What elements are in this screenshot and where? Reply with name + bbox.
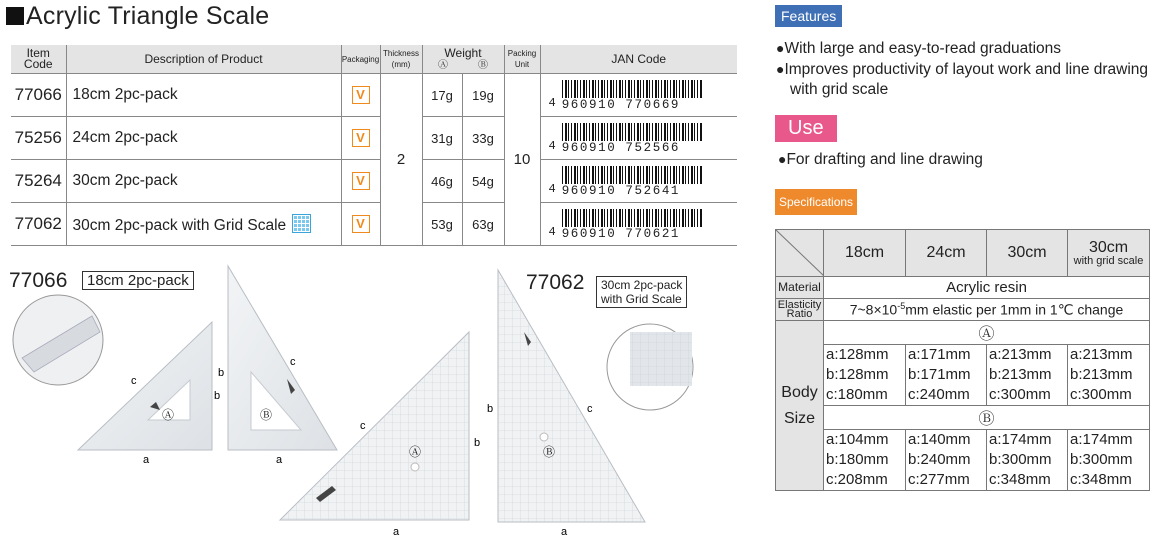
jan-prefix: 4 bbox=[548, 96, 556, 110]
elasticity-label bbox=[776, 299, 824, 321]
value-b: b:128mm bbox=[826, 366, 889, 383]
use-list bbox=[778, 149, 983, 170]
value-c: c:208mm bbox=[826, 471, 888, 488]
list-item: ●Improves productivity of layout work and line drawing with grid scale bbox=[776, 61, 1149, 98]
barcode bbox=[541, 207, 738, 241]
weight-b: 33g bbox=[462, 117, 504, 160]
features-list bbox=[776, 38, 1161, 100]
dim-c-1: c bbox=[131, 375, 137, 387]
circle-b-label-2: Ⓑ bbox=[543, 445, 556, 459]
dim-b-1: b bbox=[218, 367, 225, 379]
weight-a: 17g bbox=[422, 74, 462, 117]
dim-a-3: a bbox=[393, 526, 400, 538]
barcode bbox=[541, 164, 738, 198]
illustration-label-right-line2: with Grid Scale bbox=[601, 292, 682, 306]
illustration-code-left: 77066 bbox=[9, 269, 68, 292]
description-text: 30cm 2pc-pack with Grid Scale bbox=[72, 216, 287, 234]
thickness-value: 2 bbox=[380, 74, 422, 246]
value-a: a:140mm bbox=[908, 431, 971, 448]
weight-b: 54g bbox=[462, 160, 504, 203]
a-values-30cm bbox=[987, 345, 1068, 406]
table-row bbox=[11, 160, 737, 203]
dim-b-2: b bbox=[214, 390, 221, 402]
spec-col-18cm: 18cm bbox=[824, 230, 906, 277]
zoom-circle-left bbox=[13, 295, 103, 385]
table-row bbox=[11, 74, 737, 117]
spec-row-group-a bbox=[776, 321, 1150, 345]
weight-a: 31g bbox=[422, 117, 462, 160]
dim-a-4: a bbox=[561, 526, 568, 538]
zoom-circle-right bbox=[607, 324, 693, 410]
elasticity-tail: mm elastic per 1mm in 1℃ change bbox=[905, 301, 1124, 318]
dim-c-2: c bbox=[290, 356, 296, 368]
packaging-cell bbox=[341, 203, 380, 246]
packaging-cell bbox=[341, 74, 380, 117]
packaging-v-icon: V bbox=[352, 86, 370, 104]
weight-a-label: Ⓐ bbox=[438, 59, 448, 71]
jan-number: 960910 770621 bbox=[561, 227, 681, 241]
barcode-bars bbox=[562, 80, 702, 98]
title-text: Acrylic Triangle Scale bbox=[26, 2, 270, 30]
elasticity-value bbox=[824, 299, 1150, 321]
jan-cell bbox=[540, 203, 737, 246]
spec-col-30cm-grid bbox=[1068, 230, 1150, 277]
weight-b-label: Ⓑ bbox=[478, 59, 488, 71]
value-a: a:128mm bbox=[826, 346, 889, 363]
use-tag: Use bbox=[775, 115, 837, 142]
jan-number: 960910 752566 bbox=[561, 141, 681, 155]
value-b: b:300mm bbox=[989, 451, 1052, 468]
elasticity-label-2: Ratio bbox=[786, 307, 813, 320]
header-packaging: Packaging bbox=[341, 45, 380, 74]
list-item: ●For drafting and line drawing bbox=[778, 151, 983, 168]
dim-a-2: a bbox=[276, 454, 283, 466]
spec-row-material bbox=[776, 277, 1150, 299]
value-c: c:277mm bbox=[908, 471, 970, 488]
illustration-label-left: 18cm 2pc-pack bbox=[82, 271, 194, 290]
dim-c-4: c bbox=[587, 403, 593, 415]
header-description: Description of Product bbox=[66, 45, 341, 74]
elasticity-exponent: -5 bbox=[897, 300, 906, 311]
value-b: b:213mm bbox=[1070, 366, 1133, 383]
features-tag: Features bbox=[775, 5, 842, 27]
triangle-18cm-b bbox=[228, 266, 337, 450]
b-values-30cm-grid bbox=[1068, 430, 1150, 491]
value-c: c:300mm bbox=[1070, 386, 1132, 403]
spec-col-24cm: 24cm bbox=[906, 230, 987, 277]
barcode bbox=[541, 78, 738, 112]
header-jan: JAN Code bbox=[540, 45, 737, 74]
value-a: a:213mm bbox=[989, 346, 1052, 363]
spec-row-group-b bbox=[776, 406, 1150, 430]
jan-prefix: 4 bbox=[548, 225, 556, 239]
triangle-illustrations bbox=[0, 262, 770, 545]
packaging-v-icon: V bbox=[352, 129, 370, 147]
header-weight bbox=[422, 45, 504, 74]
packaging-v-icon: V bbox=[352, 172, 370, 190]
illustration-code-right: 77062 bbox=[526, 271, 585, 294]
item-code: 75256 bbox=[11, 117, 66, 160]
a-values-30cm-grid bbox=[1068, 345, 1150, 406]
thickness-label: Thickness bbox=[382, 49, 419, 58]
spec-table bbox=[775, 229, 1150, 491]
spec-header-row bbox=[776, 230, 1150, 277]
diagonal-line-icon bbox=[776, 230, 824, 276]
weight-a: 53g bbox=[422, 203, 462, 246]
value-c: c:300mm bbox=[989, 386, 1051, 403]
circle-a-label-1: Ⓐ bbox=[162, 408, 175, 422]
packing-unit-value: 10 bbox=[504, 74, 540, 246]
circle-a-label-2: Ⓐ bbox=[409, 445, 422, 459]
value-a: a:174mm bbox=[1070, 431, 1133, 448]
a-values-24cm bbox=[906, 345, 987, 406]
feature-text: Improves productivity of layout work and line drawing with grid scale bbox=[784, 61, 1149, 98]
header-packing-unit: Packing Unit bbox=[504, 45, 540, 74]
spec-corner-cell bbox=[776, 230, 824, 277]
table-row bbox=[11, 117, 737, 160]
value-b: b:240mm bbox=[908, 451, 971, 468]
barcode bbox=[541, 121, 738, 155]
square-bullet-icon bbox=[6, 7, 24, 25]
jan-cell bbox=[540, 74, 737, 117]
grid-scale-icon bbox=[292, 214, 311, 233]
value-a: a:104mm bbox=[826, 431, 889, 448]
b-values-24cm bbox=[906, 430, 987, 491]
illustration-label-right-line1: 30cm 2pc-pack bbox=[601, 278, 683, 292]
spec-col-30cm-grid-title: 30cm bbox=[1088, 239, 1129, 256]
spec-row-b-values bbox=[776, 430, 1150, 491]
packaging-cell bbox=[341, 117, 380, 160]
elasticity-base: 7~8×10 bbox=[849, 301, 898, 318]
value-c: c:348mm bbox=[1070, 471, 1132, 488]
group-a-header: Ⓐ bbox=[824, 321, 1150, 345]
jan-prefix: 4 bbox=[548, 139, 556, 153]
jan-prefix: 4 bbox=[548, 182, 556, 196]
dim-b-3: b bbox=[474, 437, 481, 449]
value-b: b:180mm bbox=[826, 451, 889, 468]
description bbox=[66, 203, 341, 246]
value-b: b:300mm bbox=[1070, 451, 1133, 468]
jan-number: 960910 770669 bbox=[561, 98, 681, 112]
list-item: ●With large and easy-to-read graduations bbox=[776, 40, 1062, 57]
body-size-label-1: Body bbox=[781, 383, 818, 401]
barcode-bars bbox=[562, 209, 702, 227]
header-item-code: Item Code bbox=[11, 45, 66, 74]
jan-cell bbox=[540, 117, 737, 160]
specifications-tag: Specifications bbox=[775, 189, 857, 215]
item-code: 77066 bbox=[11, 74, 66, 117]
value-a: a:171mm bbox=[908, 346, 971, 363]
use-text: For drafting and line drawing bbox=[786, 151, 983, 168]
value-a: a:174mm bbox=[989, 431, 1052, 448]
barcode-bars bbox=[562, 123, 702, 141]
spec-col-30cm-grid-sub: with grid scale bbox=[1073, 255, 1144, 267]
value-b: b:213mm bbox=[989, 366, 1052, 383]
b-values-18cm bbox=[824, 430, 906, 491]
elasticity-label-1: Elasticity bbox=[777, 298, 822, 311]
description: 24cm 2pc-pack bbox=[66, 117, 341, 160]
circle-b-label-1: Ⓑ bbox=[260, 408, 273, 422]
jan-cell bbox=[540, 160, 737, 203]
body-size-label-2: Size bbox=[783, 409, 816, 427]
description: 18cm 2pc-pack bbox=[66, 74, 341, 117]
page-title bbox=[6, 2, 269, 31]
description: 30cm 2pc-pack bbox=[66, 160, 341, 203]
dim-b-4: b bbox=[487, 403, 494, 415]
spec-row-a-values bbox=[776, 345, 1150, 406]
spec-col-30cm: 30cm bbox=[987, 230, 1068, 277]
header-thickness bbox=[380, 45, 422, 74]
value-c: c:240mm bbox=[908, 386, 970, 403]
item-code: 77062 bbox=[11, 203, 66, 246]
weight-b: 63g bbox=[462, 203, 504, 246]
dim-c-3: c bbox=[360, 420, 366, 432]
a-values-18cm bbox=[824, 345, 906, 406]
value-b: b:171mm bbox=[908, 366, 971, 383]
table-header bbox=[11, 45, 737, 74]
value-c: c:348mm bbox=[989, 471, 1051, 488]
weight-label: Weight bbox=[444, 45, 482, 60]
spec-row-elasticity bbox=[776, 299, 1150, 321]
weight-b: 19g bbox=[462, 74, 504, 117]
jan-number: 960910 752641 bbox=[561, 184, 681, 198]
product-table bbox=[11, 45, 737, 246]
body-size-label bbox=[776, 321, 824, 491]
b-values-30cm bbox=[987, 430, 1068, 491]
dim-a-1: a bbox=[143, 454, 150, 466]
feature-text: With large and easy-to-read graduations bbox=[784, 40, 1062, 57]
value-c: c:180mm bbox=[826, 386, 888, 403]
value-a: a:213mm bbox=[1070, 346, 1133, 363]
barcode-bars bbox=[562, 166, 702, 184]
material-value: Acrylic resin bbox=[824, 277, 1150, 299]
group-b-header: Ⓑ bbox=[824, 406, 1150, 430]
thickness-unit: (mm) bbox=[391, 60, 411, 69]
table-row bbox=[11, 203, 737, 246]
material-label: Material bbox=[776, 277, 824, 299]
packaging-v-icon: V bbox=[352, 215, 370, 233]
item-code: 75264 bbox=[11, 160, 66, 203]
packaging-cell bbox=[341, 160, 380, 203]
weight-a: 46g bbox=[422, 160, 462, 203]
